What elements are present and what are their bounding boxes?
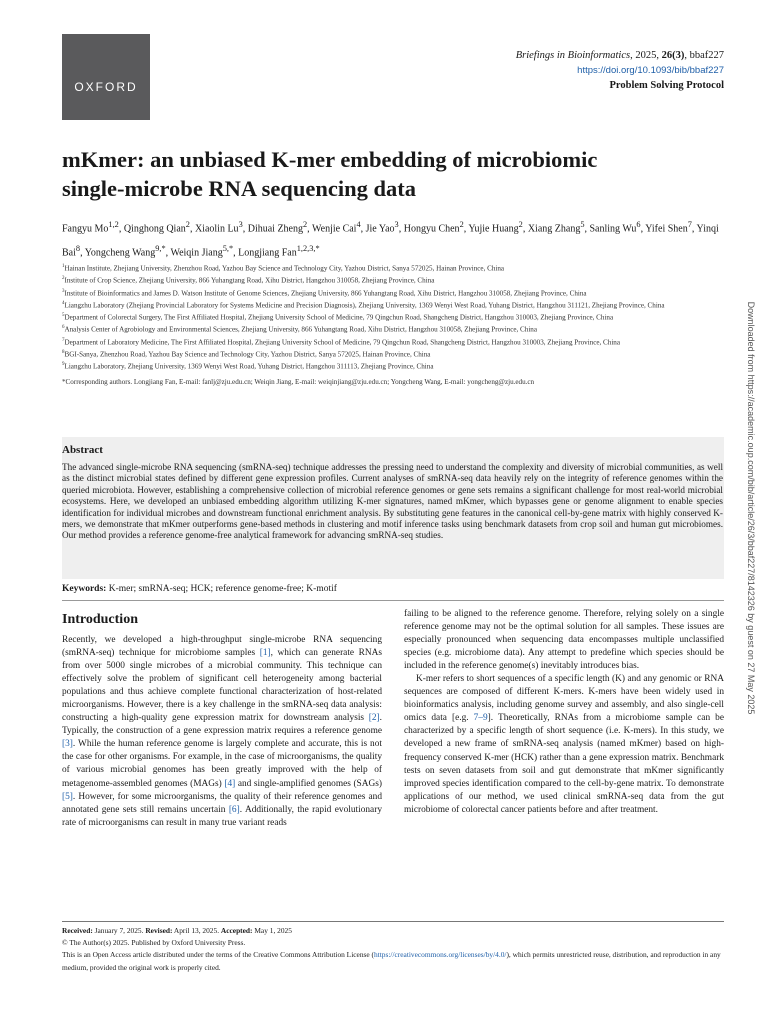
author[interactable]: Weiqin Jiang xyxy=(170,247,223,259)
affiliation-number: 3 xyxy=(62,288,65,294)
license-text xyxy=(62,949,724,973)
author-affiliation-mark: 1,2 xyxy=(108,220,119,229)
intro-p2-text-a: K-mer refers to short sequences of a specific length (K) and any genomic or RNA sequences are composed of different K-mers. K-mers have been widely used in bioinformatics analysis, including genome survey and assembly, and also single-cell omics data [e.g. xyxy=(404,674,724,724)
affiliation xyxy=(62,336,724,348)
journal-volume: 26(3) xyxy=(661,50,685,61)
license-link[interactable]: https://creativecommons.org/licenses/by/4.0/ xyxy=(373,950,507,960)
corresponding-authors: *Corresponding authors. Longjiang Fan, E-mail: fanlj@zju.edu.cn; Weiqin Jiang, E-mail: weiqinjiang@zju.edu.cn; Yongcheng Wang, E-mail: yongcheng@zju.edu.cn xyxy=(62,378,535,387)
received-label: Received: xyxy=(62,926,93,935)
article-id: , bbaf227 xyxy=(684,50,724,61)
author[interactable]: Fangyu Mo xyxy=(62,223,109,235)
affiliation xyxy=(62,311,724,323)
author-affiliation-mark: 1,2,3,* xyxy=(296,244,320,254)
citation-link[interactable]: [1] xyxy=(259,648,271,659)
intro-heading: Introduction xyxy=(62,612,138,627)
affiliation-text: BGI-Sanya, Zhenzhou Road, Yazhou Bay Science and Technology City, Yazhou District, Sanya 572025, Hainan Province, China xyxy=(64,350,431,359)
citation-link[interactable]: 7–9 xyxy=(473,713,488,724)
license-text-b: ), which permits unrestricted reuse, distribution, and reproduction in any medium, provided the original work is properly cited. xyxy=(62,950,721,972)
keywords-text: K-mer; smRNA-seq; HCK; reference genome-free; K-motif xyxy=(108,584,337,594)
affiliation-number: 6 xyxy=(62,325,65,331)
abstract-box xyxy=(62,437,724,579)
author[interactable]: Yinqi Bai xyxy=(62,223,719,259)
intro-p2-text-b: ]. Theoretically, RNAs from a microbiome sample can be characterized by a specific length of short sequence (i.e. K-mers). In this study, we developed a new frame of smRNA-seq analysis (named mKmer) based on high-frequency conserved K-mer (HCK) rather than a gene expression matrix. Benchmark tests on seven datasets from soil and gut demonstrate that mKmer significantly improved species identification compared to the cell-by-gene matrix. To demonstrate applications of our method, we used clinical smRNA-seq data from the gut microbiome of colorectal cancer patients before and after treatment. xyxy=(404,713,724,815)
intro-paragraph-2 xyxy=(404,673,724,817)
author-affiliation-mark: 9,* xyxy=(155,244,166,254)
affiliation xyxy=(62,348,724,360)
logo-text: OXFORD xyxy=(74,80,138,94)
intro-right-column xyxy=(404,608,724,817)
author-affiliation-mark: 2 xyxy=(185,220,190,229)
accepted-label: Accepted: xyxy=(220,926,253,935)
author-affiliation-mark: 5,* xyxy=(222,244,234,254)
keywords-divider xyxy=(62,600,724,601)
affiliation-text: Liangzhu Laboratory (Zhejiang Provincial Laboratory for Systems Medicine and Precision Diagnosis), Zhejiang University, 1369 Wenyi West Road, Yuhang District, Hangzhou 311121, Zhejiang Province, China xyxy=(64,301,665,310)
affiliation xyxy=(62,287,724,299)
author[interactable]: Yongcheng Wang xyxy=(84,247,156,259)
affiliation xyxy=(62,360,724,372)
intro-text-segment: . Typically, the construction of a gene expression matrix requires a reference genome xyxy=(62,713,382,737)
citation-link[interactable]: [2] xyxy=(368,713,380,724)
journal-name: Briefings in Bioinformatics xyxy=(515,50,631,61)
author-affiliation-mark: 2 xyxy=(303,220,308,229)
author-affiliation-mark: 2 xyxy=(459,220,464,229)
journal-year: , 2025, xyxy=(630,50,662,61)
download-watermark xyxy=(744,300,758,720)
intro-text-segment: and single-amplified genomes (SAGs) xyxy=(235,778,382,789)
article-footer xyxy=(62,925,724,974)
abstract-heading: Abstract xyxy=(62,444,103,456)
author[interactable]: Xiaolin Lu xyxy=(194,223,239,235)
author[interactable]: Yujie Huang xyxy=(468,223,519,235)
author[interactable]: Sanling Wu xyxy=(589,223,637,235)
citation-link[interactable]: [6] xyxy=(228,804,240,815)
oxford-logo[interactable] xyxy=(62,34,150,120)
author-affiliation-mark: 3 xyxy=(238,220,243,229)
affiliation-number: 1 xyxy=(62,264,65,269)
affiliation-text: Department of Colorectal Surgery, The First Affiliated Hospital, Zhejiang University School of Medicine, 79 Qingchun Road, Shangcheng District, Hangzhou 310003, Zhejiang Province, China xyxy=(64,313,614,322)
journal-info xyxy=(516,48,724,93)
article-type: Problem Solving Protocol xyxy=(609,80,724,91)
affiliation xyxy=(62,323,724,335)
author-affiliation-mark: 5 xyxy=(580,220,585,229)
author[interactable]: Wenjie Cai xyxy=(312,223,357,235)
citation-link[interactable]: [3] xyxy=(62,739,73,750)
affiliation-text: Analysis Center of Agrobiology and Environmental Sciences, Zhejiang University, 866 Yuhangtang Road, Xihu District, Hangzhou 310058, Zhejiang Province, China xyxy=(64,325,537,334)
author[interactable]: Yifei Shen xyxy=(645,223,688,235)
revised-date: April 13, 2025. xyxy=(172,926,221,935)
affiliation-text: Department of Laboratory Medicine, The First Affiliated Hospital, Zhejiang University School of Medicine, 79 Qingchun Road, Shangcheng District, Hangzhou 310003, Zhejiang Province, China xyxy=(64,337,620,346)
author-list: Fangyu Mo$^{1,2}$, Qinghong Qian$^2$, Xiaolin Lu$^3$, Dihuai Zheng$^2$, Wenjie Cai$^4$, Jie Yao$^3$, Hongyu Chen$^2$, Yujie Huang$^2$, Xiang Zhang$^5$, Sanling Wu$^6$, Yifei Shen$^7$, Yinqi Bai$^8$, Yongcheng Wang$^{9,*}$, Weiqin Jiang$^{5,*}$, Longjiang Fan$^{1,2,3,*}$ xyxy=(62,220,719,259)
copyright: © The Author(s) 2025. Published by Oxford University Press. xyxy=(62,938,246,948)
intro-text-segment: . Additionally, the rapid evolutionary rate of microorganisms can result in many true variant reads xyxy=(62,804,382,828)
author[interactable]: Jie Yao xyxy=(365,223,395,235)
citation-link[interactable]: [5] xyxy=(62,791,73,802)
affiliation-number: 8 xyxy=(62,349,65,355)
author[interactable]: Qinghong Qian xyxy=(123,223,186,235)
author-affiliation-mark: 3 xyxy=(394,220,399,229)
intro-text-segment: . However, for some microorganisms, the quality of their reference genomes and annotated gene sets still remains uncertain xyxy=(62,791,382,815)
affiliation xyxy=(62,262,724,274)
download-watermark-text: Downloaded from https://academic.oup.com/bib/article/26/3/bbaf227/8142326 by guest on 27 May 2025 xyxy=(746,301,756,715)
intro-paragraph-1-cont: failing to be aligned to the reference genome. Therefore, relying solely on a single reference genome may not be the optimal solution for all samples. These issues are especially pronounced when sequencing data encompasses multiple unclassified species (e.g. microbiome data). Any attempt to predefine which species should be included in the reference genome(s) inevitably introduces bias. xyxy=(404,609,724,672)
author-affiliation-mark: 7 xyxy=(687,220,692,229)
affiliation-text: Institute of Bioinformatics and James D. Watson Institute of Genome Sciences, Zhejiang University, 866 Yuhangtang Road, Xihu District, Hangzhou 310058, Zhejiang Province, China xyxy=(64,288,587,297)
author[interactable]: Dihuai Zheng xyxy=(247,223,303,235)
intro-text-segment: . While the human reference genome is largely complete and accurate, this is not the case for other organisms. For example, in the case of microorganisms, the quality of various microbial genomes has been greatly improved with the help of metagenome-assembled genomes (MAGs) xyxy=(62,739,382,789)
author[interactable]: Xiang Zhang xyxy=(527,223,581,235)
author-affiliation-mark: 2 xyxy=(518,220,523,229)
title-line-2: single-microbe RNA sequencing data xyxy=(62,176,416,201)
author-affiliation-mark: 8 xyxy=(75,244,81,254)
intro-left-column xyxy=(62,634,382,830)
affiliation-number: 4 xyxy=(62,300,65,306)
intro-text-segment: , which can generate RNAs from over 5000 single microbes of a microbial community. This technique can effectively solve the problem of significant cell heterogeneity among bacterial populations and thus achieve complete functional characterization of host-related microorganisms. However, there is a key challenge in the smRNA-seq data analysis: constructing a high-quality gene expression matrix for downstream analysis xyxy=(62,648,382,724)
citation-link[interactable]: [4] xyxy=(224,778,236,789)
received-date: January 7, 2025. xyxy=(92,926,146,935)
author[interactable]: Longjiang Fan xyxy=(238,247,297,259)
accepted-date: May 1, 2025 xyxy=(252,926,292,935)
doi-link[interactable]: https://doi.org/10.1093/bib/bbaf227 xyxy=(577,65,724,76)
affiliation xyxy=(62,299,724,311)
paper-title xyxy=(62,145,722,203)
revised-label: Revised: xyxy=(145,926,173,935)
author-affiliation-mark: 6 xyxy=(636,220,641,229)
affiliation-number: 2 xyxy=(62,276,65,282)
license-text-a: This is an Open Access article distributed under the terms of the Creative Commons Attribution License ( xyxy=(62,950,374,960)
affiliation xyxy=(62,274,724,286)
intro-paragraph-1 xyxy=(62,634,382,830)
keywords-label: Keywords: xyxy=(62,584,107,594)
abstract-text: The advanced single-microbe RNA sequencing (smRNA-seq) technique addresses the pressing need to understand the complexity and diversity of microbial communities, as well as the distinct microbial states defined by different gene expression profiles. Current analyses of smRNA-seq data heavily rely on the integrity of reference genomes within the queried microbiota. However, establishing a comprehensive collection of microbial reference genomes or gene sets remains a significant challenge for most real-world microbial ecosystems. Here, we developed an unbiased embedding algorithm utilizing K-mer signatures, named mKmer, which bypasses gene or genome alignment to enable species identification for individual microbes and downstream functional enrichment analysis. By substituting gene features in the canonical cell-by-gene matrix with highly conserved K-mers, we demonstrate that mKmer outperforms gene-based methods in clustering and motif inference tasks using benchmark datasets from crop soil and human gut microbiomes. Our method provides a reference genome-free analytical framework for advancing smRNA-seq studies. xyxy=(62,462,723,541)
keywords xyxy=(62,584,337,594)
intro-text-segment: Recently, we developed a high-throughput single-microbe RNA sequencing (smRNA-seq) technique for microbiome samples xyxy=(62,635,382,659)
dates-line xyxy=(62,925,724,937)
footer-divider xyxy=(62,921,724,922)
affiliation-number: 7 xyxy=(62,337,65,343)
author[interactable]: Hongyu Chen xyxy=(403,223,460,235)
affiliations xyxy=(62,262,724,388)
title-line-1: mKmer: an unbiased K-mer embedding of microbiomic xyxy=(62,147,598,172)
affiliation-number: 9 xyxy=(62,362,65,368)
affiliation-text: Liangzhu Laboratory, Zhejiang University, 1369 Wenyi West Road, Yuhang District, Hangzhou 311113, Zhejiang Province, China xyxy=(64,362,434,371)
affiliation-text: Institute of Crop Science, Zhejiang University, 866 Yuhangtang Road, Xihu District, Hangzhou 310058, Zhejiang Province, China xyxy=(64,276,435,285)
affiliation-text: Hainan Institute, Zhejiang University, Zhenzhou Road, Yazhou Bay Science and Technology City, Yazhou District, Sanya 572025, Hainan Province, China xyxy=(64,264,505,273)
affiliation-number: 5 xyxy=(62,313,65,319)
author-affiliation-mark: 4 xyxy=(356,220,361,229)
